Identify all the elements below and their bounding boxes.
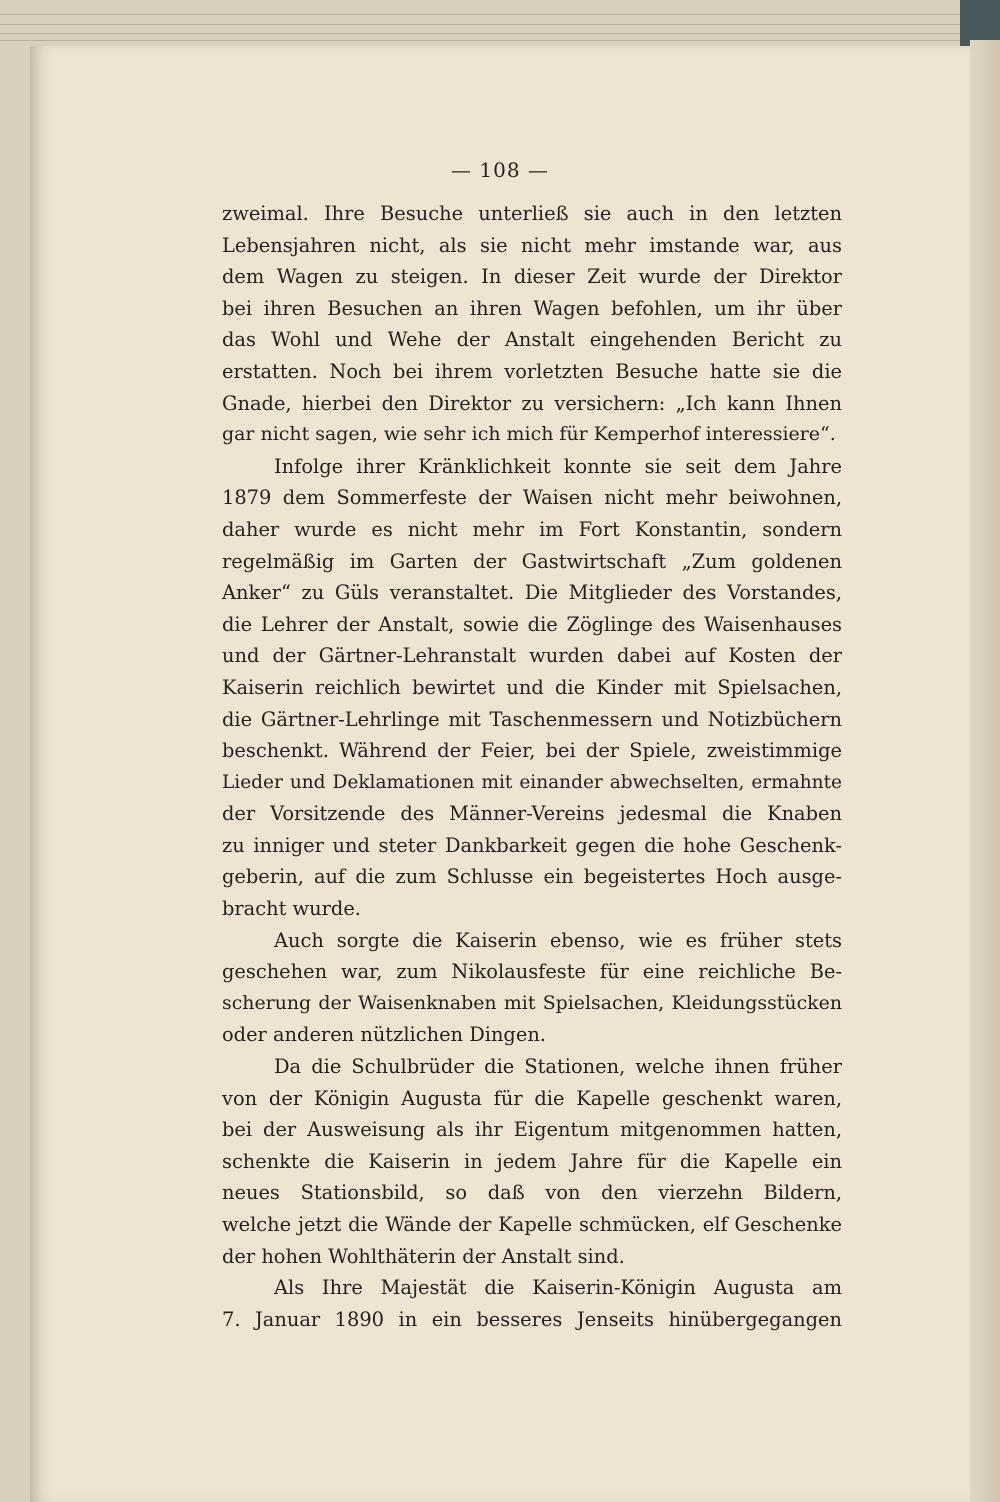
text-line: von der Königin Augusta für die Kapelle geschenkt waren, xyxy=(222,1086,842,1110)
text-line: 1879 dem Sommerfeste der Waisen nicht mehr beiwohnen, xyxy=(222,486,842,510)
text-line: beschenkt. Während der Feier, bei der Spiele, zweistimmige xyxy=(222,739,842,763)
text-line: und der Gärtner-Lehranstalt wurden dabei auf Kosten der xyxy=(222,644,842,668)
text-line: bracht wurde. xyxy=(222,897,361,921)
text-line: regelmäßig im Garten der Gastwirtschaft „Zum goldenen xyxy=(222,549,842,573)
page-number: — 108 — xyxy=(451,158,549,182)
text-line: oder anderen nützlichen Dingen. xyxy=(222,1023,546,1047)
text-line: der hohen Wohlthäterin der Anstalt sind. xyxy=(222,1244,625,1268)
text-line: daher wurde es nicht mehr im Fort Konstantin, sondern xyxy=(222,517,842,541)
text-line: scherung der Waisenknaben mit Spielsachen, Kleidungsstücken xyxy=(222,991,842,1014)
text-line: die Gärtner-Lehrlinge mit Taschenmessern und Notizbüchern xyxy=(222,707,842,731)
text-line: neues Stationsbild, so daß von den vierzehn Bildern, xyxy=(222,1181,842,1205)
text-line: Als Ihre Majestät die Kaiserin-Königin Augusta am xyxy=(274,1276,842,1300)
text-line: schenkte die Kaiserin in jedem Jahre für die Kapelle ein xyxy=(222,1149,842,1173)
page-edge-line xyxy=(0,33,968,34)
text-line: geschehen war, zum Nikolausfeste für eine reichliche Be- xyxy=(222,960,842,984)
text-line: das Wohl und Wehe der Anstalt eingehenden Bericht zu xyxy=(222,328,842,352)
text-line: bei der Ausweisung als ihr Eigentum mitgenommen hatten, xyxy=(222,1118,842,1142)
page-edge-line xyxy=(0,24,965,25)
text-line: erstatten. Noch bei ihrem vorletzten Besuche hatte sie die xyxy=(222,359,842,383)
text-line: Kaiserin reichlich bewirtet und die Kinder mit Spielsachen, xyxy=(222,675,842,699)
text-line: welche jetzt die Wände der Kapelle schmücken, elf Geschenke xyxy=(222,1213,842,1236)
body-text xyxy=(222,198,842,1335)
page-edge-line xyxy=(0,14,960,15)
text-line: dem Wagen zu steigen. In dieser Zeit wurde der Direktor xyxy=(222,265,842,289)
page-edge-line xyxy=(0,40,970,41)
text-line: 7. Januar 1890 in ein besseres Jenseits hinübergegangen xyxy=(222,1307,842,1331)
text-line: Auch sorgte die Kaiserin ebenso, wie es früher stets xyxy=(274,928,842,952)
text-line: bei ihren Besuchen an ihren Wagen befohlen, um ihr über xyxy=(222,296,842,320)
text-line: gar nicht sagen, wie sehr ich mich für Kemperhof interessiere“. xyxy=(222,423,836,446)
text-line: Da die Schulbrüder die Stationen, welche ihnen früher xyxy=(274,1055,842,1079)
text-line: zweimal. Ihre Besuche unterließ sie auch in den letzten xyxy=(222,202,842,225)
text-line: Lebensjahren nicht, als sie nicht mehr imstande war, aus xyxy=(222,233,842,257)
text-line: der Vorsitzende des Männer-Vereins jedesmal die Knaben xyxy=(222,802,842,826)
text-line: geberin, auf die zum Schlusse ein begeistertes Hoch ausge- xyxy=(222,865,842,889)
text-line: die Lehrer der Anstalt, sowie die Zöglinge des Waisenhauses xyxy=(222,612,842,636)
text-line: Anker“ zu Güls veranstaltet. Die Mitglieder des Vorstandes, xyxy=(222,581,842,605)
text-line: zu inniger und steter Dankbarkeit gegen die hohe Geschenk- xyxy=(222,833,842,857)
text-line: Infolge ihrer Kränklichkeit konnte sie seit dem Jahre xyxy=(274,454,842,478)
text-line: Lieder und Deklamationen mit einander abwechselten, ermahnte xyxy=(222,771,842,793)
text-line: Gnade, hierbei den Direktor zu versichern: „Ich kann Ihnen xyxy=(222,391,842,415)
page-right-edge xyxy=(970,40,1000,1502)
